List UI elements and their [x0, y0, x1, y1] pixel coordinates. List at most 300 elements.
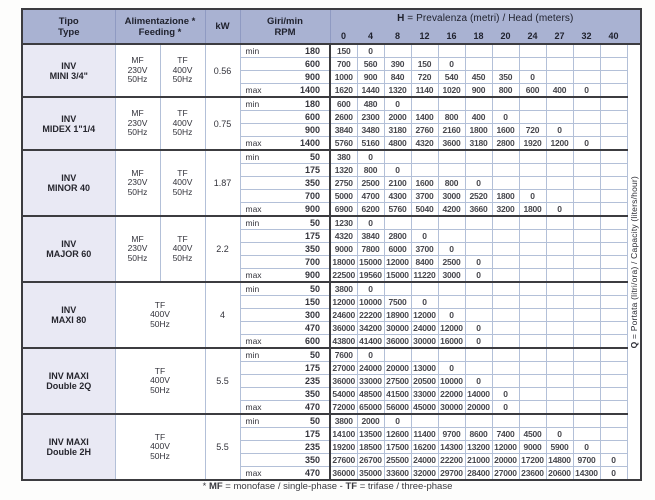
capacity-cell: [465, 309, 492, 322]
capacity-cell: [600, 216, 627, 230]
capacity-cell: [519, 322, 546, 335]
capacity-cell: [573, 256, 600, 269]
head-col-20: 20: [492, 28, 519, 45]
capacity-cell: 35000: [357, 467, 384, 481]
capacity-cell: 32000: [411, 467, 438, 481]
header-row-main: [22, 9, 641, 28]
capacity-cell: 0: [411, 230, 438, 243]
footnote-mf-text: = monofase / single-phase -: [222, 481, 346, 492]
rpm-cell: 470: [240, 322, 330, 335]
capacity-cell: 0: [519, 190, 546, 203]
capacity-cell: 20600: [546, 467, 573, 481]
kw-value: 5.5: [205, 414, 240, 480]
capacity-cell: 1600: [411, 177, 438, 190]
capacity-cell: 5760: [330, 137, 357, 151]
capacity-cell: [600, 230, 627, 243]
capacity-cell: [546, 256, 573, 269]
capacity-cell: [600, 190, 627, 203]
capacity-cell: [573, 348, 600, 362]
capacity-cell: 22200: [357, 309, 384, 322]
capacity-cell: [519, 269, 546, 283]
capacity-cell: 22500: [330, 269, 357, 283]
capacity-cell: [492, 58, 519, 71]
capacity-cell: [573, 58, 600, 71]
capacity-cell: 1440: [357, 84, 384, 98]
capacity-cell: 29700: [438, 467, 465, 481]
capacity-cell: 28400: [465, 467, 492, 481]
capacity-cell: [546, 269, 573, 283]
capacity-cell: [573, 428, 600, 441]
rpm-cell: 600: [240, 58, 330, 71]
capacity-cell: [492, 216, 519, 230]
capacity-cell: [492, 282, 519, 296]
capacity-cell: [411, 216, 438, 230]
capacity-cell: [600, 428, 627, 441]
capacity-cell: 380: [330, 150, 357, 164]
capacity-cell: [573, 401, 600, 415]
capacity-cell: [411, 97, 438, 111]
capacity-cell: 20500: [411, 375, 438, 388]
capacity-cell: [573, 375, 600, 388]
capacity-cell: 56000: [384, 401, 411, 415]
capacity-cell: 0: [546, 203, 573, 217]
capacity-cell: [492, 375, 519, 388]
capacity-cell: 3840: [330, 124, 357, 137]
feeding-label-en: Feeding *: [138, 26, 182, 38]
rpm-cell: 600: [240, 111, 330, 124]
capacity-cell: [600, 256, 627, 269]
capacity-cell: 1920: [519, 137, 546, 151]
capacity-cell: [573, 243, 600, 256]
rpm-cell: 150: [240, 296, 330, 309]
footnote-tf-text: = trifase / three-phase: [357, 481, 453, 492]
capacity-cell: 17500: [384, 441, 411, 454]
kw-value: 4: [205, 282, 240, 348]
rpm-cell: 175: [240, 428, 330, 441]
capacity-cell: 22000: [438, 388, 465, 401]
capacity-cell: [438, 97, 465, 111]
capacity-cell: 1200: [546, 137, 573, 151]
capacity-cell: [384, 282, 411, 296]
capacity-cell: [546, 335, 573, 349]
rpm-label-en: RPM: [274, 26, 296, 38]
capacity-cell: [573, 230, 600, 243]
header-q-spacer: [627, 28, 641, 45]
table-row: [22, 348, 641, 362]
capacity-cell: [600, 282, 627, 296]
capacity-cell: [546, 58, 573, 71]
capacity-cell: [600, 150, 627, 164]
rpm-cell: 235: [240, 441, 330, 454]
capacity-cell: [573, 269, 600, 283]
capacity-cell: 16200: [411, 441, 438, 454]
capacity-cell: [600, 44, 627, 58]
capacity-cell: 0: [357, 150, 384, 164]
capacity-cell: 0: [600, 454, 627, 467]
capacity-cell: 14100: [330, 428, 357, 441]
capacity-cell: 43800: [330, 335, 357, 349]
capacity-cell: 560: [357, 58, 384, 71]
capacity-cell: [519, 309, 546, 322]
capacity-cell: 840: [384, 71, 411, 84]
capacity-cell: [438, 230, 465, 243]
capacity-cell: [438, 164, 465, 177]
capacity-cell: [519, 256, 546, 269]
rpm-cell: min 180: [240, 44, 330, 58]
capacity-cell: 25500: [384, 454, 411, 467]
rpm-cell: 900: [240, 71, 330, 84]
capacity-cell: [465, 58, 492, 71]
capacity-cell: 0: [600, 467, 627, 481]
rpm-cell: 350: [240, 177, 330, 190]
capacity-cell: 4500: [519, 428, 546, 441]
capacity-cell: [492, 44, 519, 58]
capacity-cell: 4320: [411, 137, 438, 151]
capacity-cell: 0: [438, 58, 465, 71]
capacity-cell: 0: [384, 164, 411, 177]
feeding-tf-cell: TF 400V 50Hz: [160, 216, 205, 282]
capacity-cell: [546, 216, 573, 230]
capacity-cell: 3800: [330, 414, 357, 428]
capacity-cell: [492, 97, 519, 111]
capacity-cell: 9000: [519, 441, 546, 454]
capacity-cell: 7400: [492, 428, 519, 441]
table-row: [22, 97, 641, 111]
capacity-cell: 1800: [492, 190, 519, 203]
model-name: INV MAXI Double 2Q: [22, 348, 115, 414]
capacity-cell: 34200: [357, 322, 384, 335]
capacity-cell: 20000: [384, 362, 411, 375]
capacity-cell: [492, 414, 519, 428]
capacity-cell: [519, 401, 546, 415]
table-row: [22, 216, 641, 230]
capacity-cell: [573, 177, 600, 190]
capacity-cell: 7800: [357, 243, 384, 256]
capacity-cell: 6000: [384, 243, 411, 256]
capacity-cell: 0: [411, 296, 438, 309]
capacity-cell: 36000: [330, 467, 357, 481]
capacity-cell: 2000: [357, 414, 384, 428]
head-title-rest: = Prevalenza (metri) / Head (meters): [404, 13, 574, 24]
rpm-cell: min 50: [240, 414, 330, 428]
capacity-cell: 400: [465, 111, 492, 124]
model-name: INV MINOR 40: [22, 150, 115, 216]
feeding-label-it: Alimentazione *: [124, 15, 196, 27]
capacity-cell: 45000: [411, 401, 438, 415]
footnote-tf: TF: [345, 481, 358, 492]
capacity-cell: [600, 362, 627, 375]
capacity-cell: [546, 362, 573, 375]
capacity-cell: 2760: [411, 124, 438, 137]
capacity-cell: [519, 164, 546, 177]
capacity-cell: [600, 414, 627, 428]
capacity-cell: [573, 124, 600, 137]
capacity-cell: [519, 111, 546, 124]
capacity-cell: 36000: [384, 335, 411, 349]
capacity-cell: 0: [438, 243, 465, 256]
capacity-cell: [573, 216, 600, 230]
capacity-cell: [411, 164, 438, 177]
capacity-cell: [600, 137, 627, 151]
capacity-cell: [438, 348, 465, 362]
capacity-cell: 0: [465, 375, 492, 388]
capacity-cell: 540: [438, 71, 465, 84]
capacity-cell: 12000: [384, 256, 411, 269]
capacity-cell: [573, 97, 600, 111]
kw-value: 2.2: [205, 216, 240, 282]
model-name: INV MAJOR 60: [22, 216, 115, 282]
capacity-cell: 14300: [438, 441, 465, 454]
capacity-cell: 150: [411, 58, 438, 71]
capacity-cell: 4700: [357, 190, 384, 203]
capacity-cell: [546, 111, 573, 124]
capacity-cell: [600, 401, 627, 415]
capacity-cell: 2000: [384, 111, 411, 124]
capacity-cell: [600, 388, 627, 401]
capacity-cell: 0: [357, 216, 384, 230]
capacity-cell: 900: [465, 84, 492, 98]
capacity-cell: [573, 322, 600, 335]
capacity-cell: 3840: [357, 230, 384, 243]
capacity-cell: [438, 296, 465, 309]
capacity-cell: 4200: [438, 203, 465, 217]
capacity-cell: 0: [573, 137, 600, 151]
capacity-cell: 2800: [492, 137, 519, 151]
capacity-cell: 18000: [330, 256, 357, 269]
capacity-cell: 4320: [330, 230, 357, 243]
capacity-cell: [600, 243, 627, 256]
head-col-16: 16: [438, 28, 465, 45]
capacity-cell: [519, 362, 546, 375]
capacity-cell: 3180: [465, 137, 492, 151]
capacity-cell: 2500: [357, 177, 384, 190]
capacity-cell: [438, 414, 465, 428]
capacity-cell: 3000: [438, 190, 465, 203]
capacity-cell: 14000: [465, 388, 492, 401]
capacity-cell: 3480: [357, 124, 384, 137]
capacity-cell: 0: [465, 335, 492, 349]
capacity-cell: [492, 296, 519, 309]
pump-performance-table: [21, 8, 642, 481]
capacity-cell: [573, 111, 600, 124]
capacity-cell: 0: [573, 84, 600, 98]
capacity-cell: [492, 362, 519, 375]
capacity-cell: 600: [330, 97, 357, 111]
capacity-cell: [411, 414, 438, 428]
capacity-cell: [465, 97, 492, 111]
capacity-cell: 26700: [357, 454, 384, 467]
capacity-cell: 10000: [438, 375, 465, 388]
capacity-cell: 30000: [438, 401, 465, 415]
capacity-cell: 0: [573, 441, 600, 454]
head-col-4: 4: [357, 28, 384, 45]
feeding-tf-cell: TF 400V 50Hz: [160, 150, 205, 216]
capacity-cell: [519, 150, 546, 164]
capacity-cell: 3200: [492, 203, 519, 217]
capacity-cell: [519, 414, 546, 428]
capacity-cell: [573, 190, 600, 203]
feeding-mf-cell: MF 230V 50Hz: [115, 150, 160, 216]
capacity-cell: 800: [357, 164, 384, 177]
capacity-cell: [519, 216, 546, 230]
rpm-cell: max 470: [240, 401, 330, 415]
capacity-cell: 720: [411, 71, 438, 84]
footnote: [0, 481, 655, 492]
capacity-cell: 0: [357, 44, 384, 58]
capacity-cell: [573, 150, 600, 164]
capacity-cell: 0: [438, 362, 465, 375]
rpm-cell: 350: [240, 243, 330, 256]
capacity-cell: 27600: [330, 454, 357, 467]
capacity-cell: 15000: [357, 256, 384, 269]
capacity-cell: 3660: [465, 203, 492, 217]
capacity-cell: 11400: [411, 428, 438, 441]
capacity-cell: 24000: [411, 322, 438, 335]
capacity-cell: [573, 309, 600, 322]
capacity-cell: [411, 282, 438, 296]
feeding-tf-cell: TF 400V 50Hz: [115, 348, 205, 414]
capacity-cell: 0: [519, 71, 546, 84]
capacity-cell: 1620: [330, 84, 357, 98]
capacity-cell: 0: [384, 97, 411, 111]
capacity-cell: [546, 97, 573, 111]
capacity-cell: 7600: [330, 348, 357, 362]
capacity-cell: [492, 243, 519, 256]
capacity-cell: 14300: [573, 467, 600, 481]
capacity-cell: [546, 177, 573, 190]
capacity-cell: 72000: [330, 401, 357, 415]
capacity-cell: 3180: [384, 124, 411, 137]
capacity-cell: 12000: [330, 296, 357, 309]
capacity-cell: 16000: [438, 335, 465, 349]
capacity-cell: 11220: [411, 269, 438, 283]
capacity-cell: [573, 71, 600, 84]
capacity-cell: 2520: [465, 190, 492, 203]
capacity-cell: [519, 282, 546, 296]
capacity-cell: 2160: [438, 124, 465, 137]
capacity-cell: [573, 362, 600, 375]
capacity-cell: 1020: [438, 84, 465, 98]
model-name: INV MINI 3/4": [22, 44, 115, 97]
capacity-cell: [600, 84, 627, 98]
capacity-cell: [492, 335, 519, 349]
rpm-cell: max 600: [240, 335, 330, 349]
capacity-cell: [465, 362, 492, 375]
capacity-cell: 2300: [357, 111, 384, 124]
capacity-cell: 5900: [546, 441, 573, 454]
capacity-cell: 12000: [411, 309, 438, 322]
capacity-cell: [573, 164, 600, 177]
capacity-cell: [465, 296, 492, 309]
capacity-cell: 36000: [330, 375, 357, 388]
capacity-cell: 20000: [492, 454, 519, 467]
capacity-cell: 27000: [492, 467, 519, 481]
capacity-cell: 33000: [411, 388, 438, 401]
capacity-cell: [465, 243, 492, 256]
capacity-cell: [573, 296, 600, 309]
capacity-cell: [573, 282, 600, 296]
capacity-cell: [600, 348, 627, 362]
capacity-cell: 2600: [330, 111, 357, 124]
capacity-cell: 0: [492, 111, 519, 124]
capacity-cell: [465, 164, 492, 177]
capacity-cell: [492, 348, 519, 362]
capacity-cell: 2800: [384, 230, 411, 243]
capacity-cell: 0: [357, 282, 384, 296]
capacity-cell: 6900: [330, 203, 357, 217]
capacity-cell: 450: [465, 71, 492, 84]
capacity-cell: 8600: [465, 428, 492, 441]
capacity-cell: [519, 243, 546, 256]
capacity-cell: [600, 111, 627, 124]
capacity-cell: [573, 203, 600, 217]
capacity-cell: 9000: [330, 243, 357, 256]
capacity-cell: [492, 177, 519, 190]
capacity-cell: 24000: [411, 454, 438, 467]
footnote-star: *: [202, 481, 209, 492]
rpm-cell: 350: [240, 454, 330, 467]
col-header-rpm: [240, 9, 330, 44]
capacity-cell: 5000: [330, 190, 357, 203]
capacity-cell: 2100: [384, 177, 411, 190]
capacity-cell: [546, 164, 573, 177]
capacity-cell: [600, 441, 627, 454]
capacity-cell: 400: [546, 84, 573, 98]
capacity-axis-label: Q = Portata (litri/ora) / Capacity (liters/hour): [628, 175, 639, 349]
capacity-cell: [600, 97, 627, 111]
capacity-cell: 1800: [465, 124, 492, 137]
capacity-cell: [546, 322, 573, 335]
capacity-cell: [492, 256, 519, 269]
capacity-cell: [546, 190, 573, 203]
capacity-cell: 0: [465, 322, 492, 335]
capacity-cell: 27000: [330, 362, 357, 375]
capacity-cell: [519, 177, 546, 190]
capacity-cell: [519, 335, 546, 349]
rpm-cell: 175: [240, 230, 330, 243]
capacity-cell: [465, 348, 492, 362]
head-col-8: 8: [384, 28, 411, 45]
col-header-head-meters: [330, 9, 641, 28]
capacity-cell: [600, 164, 627, 177]
capacity-cell: 24600: [330, 309, 357, 322]
capacity-cell: [600, 322, 627, 335]
capacity-cell: [384, 150, 411, 164]
col-header-feeding: [115, 9, 205, 44]
capacity-cell: 0: [465, 256, 492, 269]
capacity-cell: 800: [492, 84, 519, 98]
capacity-cell: 0: [438, 309, 465, 322]
capacity-cell: 23600: [519, 467, 546, 481]
capacity-cell: 12600: [384, 428, 411, 441]
table-row: [22, 282, 641, 296]
capacity-cell: [384, 216, 411, 230]
capacity-cell: 22200: [438, 454, 465, 467]
capacity-cell: 4800: [384, 137, 411, 151]
rpm-cell: 300: [240, 309, 330, 322]
capacity-cell: [519, 97, 546, 111]
capacity-cell: [519, 348, 546, 362]
feeding-tf-cell: TF 400V 50Hz: [160, 44, 205, 97]
head-col-18: 18: [465, 28, 492, 45]
rpm-cell: 900: [240, 124, 330, 137]
feeding-mf-cell: MF 230V 50Hz: [115, 216, 160, 282]
capacity-cell: [600, 309, 627, 322]
capacity-cell: [384, 44, 411, 58]
capacity-cell: [492, 269, 519, 283]
capacity-cell: [546, 243, 573, 256]
capacity-cell: [465, 150, 492, 164]
